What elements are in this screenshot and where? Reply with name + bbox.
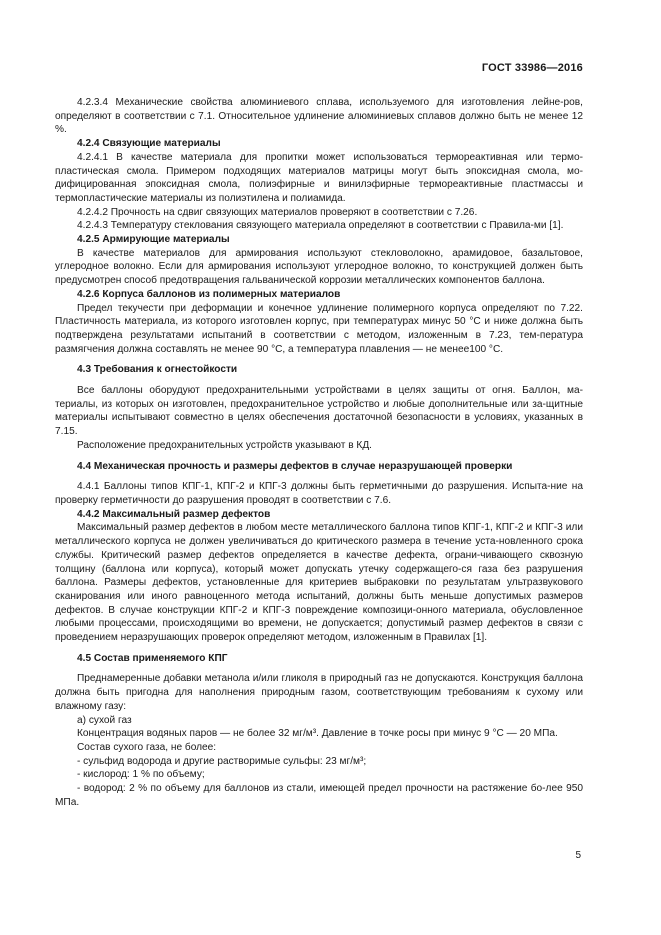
heading-4-2-6: 4.2.6 Корпуса баллонов из полимерных материалов xyxy=(77,288,341,300)
paragraph-4-2-3-4: 4.2.3.4 Механические свойства алюминиевого сплава, используемого для изготовления лейне-ров, определяют в соответствии с 7.1. Относительное удлинение алюминиевых сплавов должно быть не менее 12 %. xyxy=(55,97,583,136)
paragraph-dry-gas-composition: Состав сухого газа, не более: xyxy=(77,741,217,753)
paragraph-max-defect-size: Максимальный размер дефектов в любом месте металлического баллона типов КПГ-1, КПГ-2 и КПГ-3 или металлического корпуса не должен увеличиваться до критического размера в течение уста-новленного срока службы. Критический размер дефектов определяется в качестве дефекта, ограни-чивающего сквозную толщину (баллона или корпуса), который может допускать утечку содержащего-ся газа без разрушения баллона. Размеры дефектов, установленные для критериев выбраковки по результатам ультразвукового сканирования или иного равноценного метода испытаний, должны быть меньше допустимых размеров дефектов. В случае конструкции КПГ-2 и КПГ-3 повреждение композици-онного материала, обусловленное любыми процессами, происходящими во времени, не допускается; допустимый размер дефектов в связи с проведением неразрушающих проверок определяют методом, изложенным в Правилах [1]. xyxy=(55,522,583,644)
heading-4-2-4: 4.2.4 Связующие материалы xyxy=(77,138,221,150)
heading-4-4-2: 4.4.2 Максимальный размер дефектов xyxy=(77,508,271,520)
paragraph-gas-composition-intro: Преднамеренные добавки метанола и/или гликоля в природный газ не допускаются. Конструкция баллона должна быть пригодна для наполнения природным газом, соответствующим требованиям к сухому или влажному газу: xyxy=(55,673,583,712)
paragraph-4-2-4-1: 4.2.4.1 В качестве материала для пропитки может использоваться термореактивная или термо-пластическая смола. Примером подходящих материалов матрицы могут быть эпоксидная смола, мо-дифицированная эпоксидная смола, полиэфирные и винилэфирные термореактивные пластмассы и термопластические материалы из полиэтилена и полиамида. xyxy=(55,151,583,204)
list-item-hydrogen-sulfide: - сульфид водорода и другие растворимые сульфы: 23 мг/м³; xyxy=(77,755,367,767)
paragraph-reinforcing-materials: В качестве материалов для армирования используют стекловолокно, арамидовое, базальтовое, углеродное волокно. Если для армирования используют углеродное волокно, то конструкцией должен быть предусмотрен способ предотвращения гальванической коррозии металлических компонентов баллона. xyxy=(55,247,583,287)
paragraph-4-2-4-2: 4.2.4.2 Прочность на сдвиг связующих материалов проверяют в соответствии с 7.26. xyxy=(77,206,478,218)
paragraph-fire-resistance: Все баллоны оборудуют предохранительными устройствами в целях защиты от огня. Баллон, ма-териалы, из которых он изготовлен, предохранительное устройство и любые дополнительные или за-щитные материалы испытывают совместно в целях обеспечения достаточной безопасности в условиях, указанных в 7.15. xyxy=(55,385,583,438)
section-heading-4-4: 4.4 Механическая прочность и размеры дефектов в случае неразрушающей проверки xyxy=(77,460,513,472)
page-number: 5 xyxy=(575,850,581,861)
list-item-oxygen: - кислород: 1 % по объему; xyxy=(77,769,205,781)
paragraph-safety-devices-location: Расположение предохранительных устройств указывают в КД. xyxy=(77,439,372,451)
paragraph-water-vapour: Концентрация водяных паров — не более 32 мг/м³. Давление в точке росы при минус 9 °C — 20 МПа. xyxy=(77,728,558,740)
paragraph-4-4-1: 4.4.1 Баллоны типов КПГ-1, КПГ-2 и КПГ-3 должны быть герметичными до разрушения. Испыта-ние на проверку герметичности до разрушения проводят в соответствии с 7.6. xyxy=(55,481,583,506)
section-heading-4-3: 4.3 Требования к огнестойкости xyxy=(77,364,238,376)
standard-header: ГОСТ 33986—2016 xyxy=(481,62,583,74)
list-item-hydrogen: - водород: 2 % по объему для баллонов из стали, имеющей предел прочности на растяжение бо-лее 950 МПа. xyxy=(55,783,583,808)
heading-4-2-5: 4.2.5 Армирующие материалы xyxy=(77,234,230,246)
list-item-dry-gas: а) сухой газ xyxy=(77,714,132,726)
paragraph-polymer-liners: Предел текучести при деформации и конечное удлинение полимерного корпуса определяют по 7.22. Пластичность материала, из которого изготовлен корпус, при температурах минус 50 °C и ниже должна быть подтверждена результатами испытаний в соответствии с методом, изложенным в 7.23, тем-пература размягчения должна составлять не менее 90 °C, а температура плавления — не менее100 °C. xyxy=(55,302,583,355)
paragraph-4-2-4-3: 4.2.4.3 Температуру стеклования связующего материала определяют в соответствии с Правила-ми [1]. xyxy=(77,220,564,232)
section-heading-4-5: 4.5 Состав применяемого КПГ xyxy=(77,652,228,664)
document-body xyxy=(55,96,583,809)
